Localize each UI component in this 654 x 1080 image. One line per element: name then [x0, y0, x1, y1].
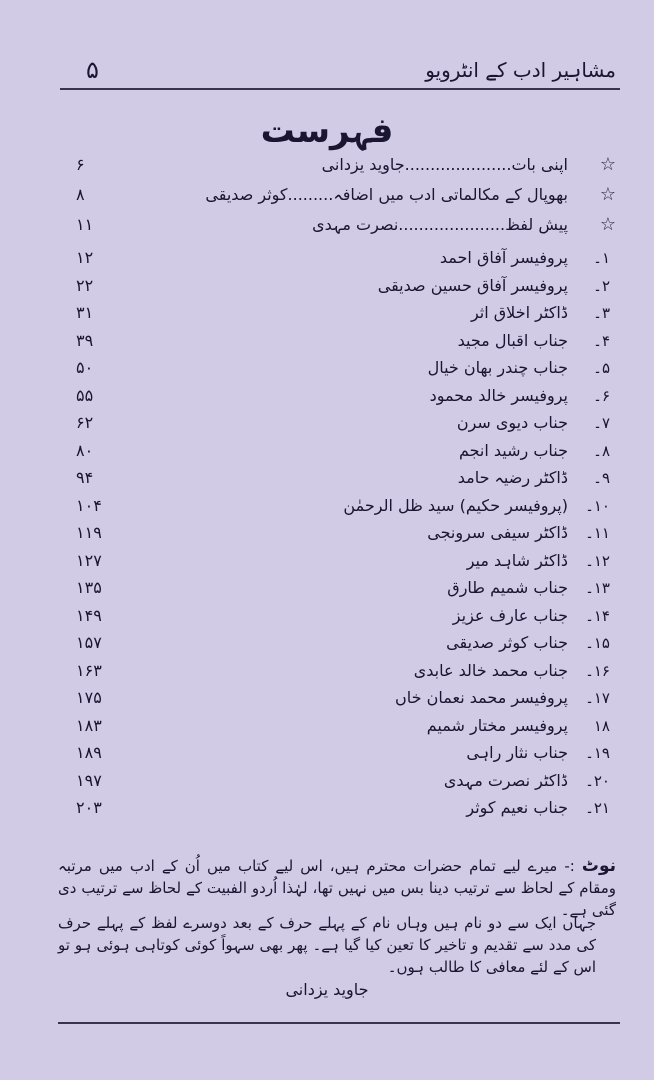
- toc-entry-name: ڈاکٹر سیفی سرونجی: [427, 523, 568, 542]
- note-text-1: :- میرے لیے تمام حضرات محترم ہیں، اس لیے کتاب میں اُن کے ادب میں مرتبہ ومقام کے لحاظ سے ترتیب دینا بس میں نہیں تھا، لہٰذا اُردو الفبیت کے لحاظ سے ترتیب دی گئی ہے۔: [58, 857, 616, 919]
- toc-entry-number: ۱۷۔: [585, 689, 610, 707]
- toc-entry-row: [76, 328, 616, 354]
- toc-entry-row: [76, 548, 616, 574]
- toc-entry-number: ۶۔: [593, 386, 610, 405]
- toc-front-matter-row: [76, 182, 616, 208]
- toc-entry-name: پروفیسر آفاق حسین صدیقی: [377, 275, 568, 295]
- toc-entry-name: پروفیسر مختار شمیم: [426, 715, 568, 735]
- toc-entry-number: ۱۹۔: [585, 744, 610, 762]
- toc-entry-name: جناب رشید انجم: [458, 440, 568, 460]
- toc-page-number: ۱۸۹: [76, 743, 102, 762]
- toc-page-number: ۱۳۵: [76, 578, 102, 597]
- toc-entry-name: جناب نثار راہی: [466, 743, 568, 762]
- toc-entry-name: جناب چندر بھان خیال: [427, 358, 568, 377]
- note-label: نوٹ: [581, 856, 616, 876]
- toc-entry-row: [76, 355, 616, 381]
- toc-page-number: ۱۰۴: [76, 495, 102, 515]
- toc-entry-row: [76, 768, 616, 794]
- toc-page-number: ۱۷۵: [76, 688, 102, 707]
- toc-page-number: ۵۵: [76, 385, 94, 405]
- toc-page-number: ۹۴: [76, 468, 94, 487]
- toc-page-number: ۱۶۳: [76, 660, 102, 680]
- toc-entry-name: جناب اقبال مجید: [457, 330, 568, 350]
- toc-page-number: ۲۲: [76, 275, 94, 295]
- toc-entry-row: [76, 575, 616, 601]
- toc-entry-row: [76, 438, 616, 464]
- toc-page-number: ۱۵۷: [76, 633, 102, 652]
- toc-entry-number: ۱۳۔: [585, 579, 610, 597]
- toc-page-number: ۶: [76, 155, 85, 174]
- toc-entry-number: ۹۔: [593, 469, 610, 487]
- toc-entry-row: [76, 245, 616, 271]
- toc-front-matter-row: [76, 212, 616, 238]
- toc-page-number: ۱۲۷: [76, 550, 102, 570]
- toc-entry-row: [76, 740, 616, 766]
- toc-page-number: ۳۹: [76, 330, 94, 350]
- toc-page-number: ۳۱: [76, 303, 94, 322]
- star-icon: ☆: [599, 184, 616, 205]
- toc-page-number: ۱۱۹: [76, 523, 102, 542]
- toc-entry-number: ۱۵۔: [585, 634, 610, 652]
- toc-entry-row: [76, 410, 616, 436]
- toc-page-number: ۵۰: [76, 358, 94, 377]
- toc-front-matter-row: [76, 152, 616, 178]
- toc-entry-row: [76, 685, 616, 711]
- note-text-2: جہاں ایک سے دو نام ہیں وہاں نام کے پہلے حرف کے بعد دوسرے لفظ کے پہلے حرف کی مدد سے تقدیم و تاخیر کا تعین کیا گیا ہے۔ پھر بھی سہواً کوئی کوتاہی ہوئی ہو تو اس کے لئے معافی کا طالب ہوں۔: [58, 914, 596, 976]
- toc-page-number: ۸۰: [76, 440, 94, 460]
- toc-heading: فہرست: [260, 111, 394, 151]
- toc-entry-name: ڈاکٹر رضیہ حامد: [457, 468, 568, 487]
- toc-page-number: ۱۴۹: [76, 605, 102, 625]
- toc-entry-number: ۲۰۔: [585, 771, 610, 790]
- toc-entry-number: ۱۴۔: [585, 606, 610, 625]
- toc-entry-name: پروفیسر محمد نعمان خاں: [395, 688, 568, 707]
- toc-entry-name: جناب دیوی سرن: [456, 413, 568, 432]
- toc-entry-name: (پروفیسر حکیم) سید ظل الرحمٰن: [343, 495, 568, 515]
- toc-entry-number: ۱۶۔: [585, 661, 610, 680]
- toc-entry-name: ڈاکٹر اخلاق اثر: [470, 303, 568, 322]
- toc-entry-row: [76, 630, 616, 656]
- toc-page-number: ۱۹۷: [76, 770, 102, 790]
- toc-entry-text: بھوپال کے مکالماتی ادب میں اضافہ.........کوثر صدیقی: [205, 185, 568, 204]
- toc-entry-name: پروفیسر خالد محمود: [429, 385, 568, 405]
- toc-entry-row: [76, 603, 616, 629]
- toc-entry-text: اپنی بات.....................جاوید یزدانی: [321, 155, 568, 174]
- star-icon: ☆: [599, 154, 616, 175]
- page-number: ۵: [86, 56, 99, 84]
- toc-page-number: ۱۸۳: [76, 715, 102, 735]
- footer-divider: [58, 1022, 620, 1024]
- toc-page-number: ۶۲: [76, 413, 94, 432]
- toc-entry-number: ۵۔: [593, 359, 610, 377]
- toc-entry-row: [76, 465, 616, 491]
- toc-entry-number: ۱۲۔: [585, 551, 610, 570]
- toc-entry-row: [76, 520, 616, 546]
- header-divider: [60, 88, 620, 90]
- toc-entry-name: جناب نعیم کوثر: [466, 798, 568, 817]
- note-paragraph-2: [58, 912, 596, 978]
- star-icon: ☆: [599, 214, 616, 235]
- toc-entry-number: ۱۱۔: [585, 524, 610, 542]
- toc-page-number: ۱۱: [76, 215, 94, 234]
- toc-entry-name: جناب کوثر صدیقی: [446, 633, 568, 652]
- toc-entry-text: پیش لفظ.....................نصرت مہدی: [312, 215, 568, 234]
- toc-entry-row: [76, 383, 616, 409]
- toc-entry-name: جناب عارف عزیز: [452, 605, 568, 625]
- signature: جاوید یزدانی: [285, 980, 369, 999]
- toc-entry-name: پروفیسر آفاق احمد: [439, 248, 568, 267]
- toc-entry-row: [76, 493, 616, 519]
- toc-entry-name: جناب محمد خالد عابدی: [413, 660, 568, 680]
- toc-entry-row: [76, 273, 616, 299]
- toc-entry-row: [76, 300, 616, 326]
- toc-entry-row: [76, 658, 616, 684]
- toc-entry-number: ۱۰۔: [585, 496, 610, 515]
- toc-entry-number: ۲۱۔: [585, 799, 610, 817]
- toc-page-number: ۸: [76, 185, 85, 204]
- toc-entry-row: [76, 795, 616, 821]
- toc-entry-name: ڈاکٹر شاہد میر: [466, 550, 568, 570]
- toc-entry-number: ۷۔: [593, 414, 610, 432]
- toc-entry-name: ڈاکٹر نصرت مہدی: [443, 770, 568, 790]
- toc-entry-number: ۲۔: [593, 276, 610, 295]
- toc-page-number: ۲۰۳: [76, 798, 102, 817]
- toc-entry-number: ۸۔: [593, 441, 610, 460]
- toc-page-number: ۱۲: [76, 248, 94, 267]
- toc-entry-number: ۱۔: [593, 249, 610, 267]
- toc-entry-name: جناب شمیم طارق: [447, 578, 568, 597]
- running-header-title: مشاہیر ادب کے انٹرویو: [425, 58, 616, 82]
- toc-entry-row: [76, 713, 616, 739]
- toc-entry-number: ۴۔: [593, 331, 610, 350]
- toc-entry-number: ۱۸: [593, 716, 610, 735]
- toc-entry-number: ۳۔: [593, 304, 610, 322]
